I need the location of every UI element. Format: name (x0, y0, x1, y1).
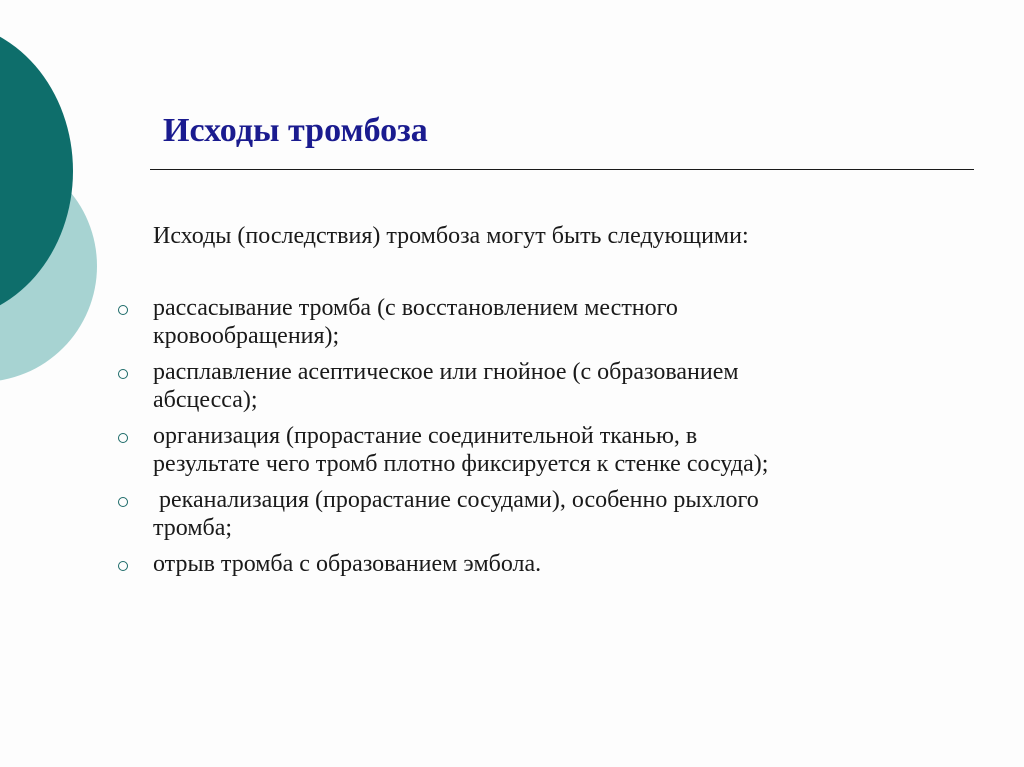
intro-text: Исходы (последствия) тромбоза могут быть следующими: (153, 223, 749, 249)
list-item-text: организация (прорастание соединительной тканью, в результате чего тромб плотно фиксируется к стенке сосуда); (153, 423, 769, 477)
list-item-text: расплавление асептическое или гнойное (с образованием абсцесса); (153, 359, 739, 413)
list-item (115, 358, 935, 414)
circle-bullet-icon (118, 305, 128, 315)
circle-bullet-icon (118, 433, 128, 443)
circle-bullet-icon (118, 369, 128, 379)
list-item (115, 550, 935, 578)
circle-bullet-icon (118, 497, 128, 507)
slide-title: Исходы тромбоза (163, 112, 428, 149)
bullet-list (115, 294, 935, 586)
circle-bullet-icon (118, 561, 128, 571)
list-item-text: реканализация (прорастание сосудами), особенно рыхлого тромба; (153, 487, 759, 541)
list-item (115, 294, 935, 350)
list-item-text: рассасывание тромба (с восстановлением местного кровообращения); (153, 295, 678, 349)
list-item (115, 486, 935, 542)
list-item-text: отрыв тромба с образованием эмбола. (153, 551, 542, 577)
title-divider (150, 169, 974, 170)
list-item (115, 422, 935, 478)
